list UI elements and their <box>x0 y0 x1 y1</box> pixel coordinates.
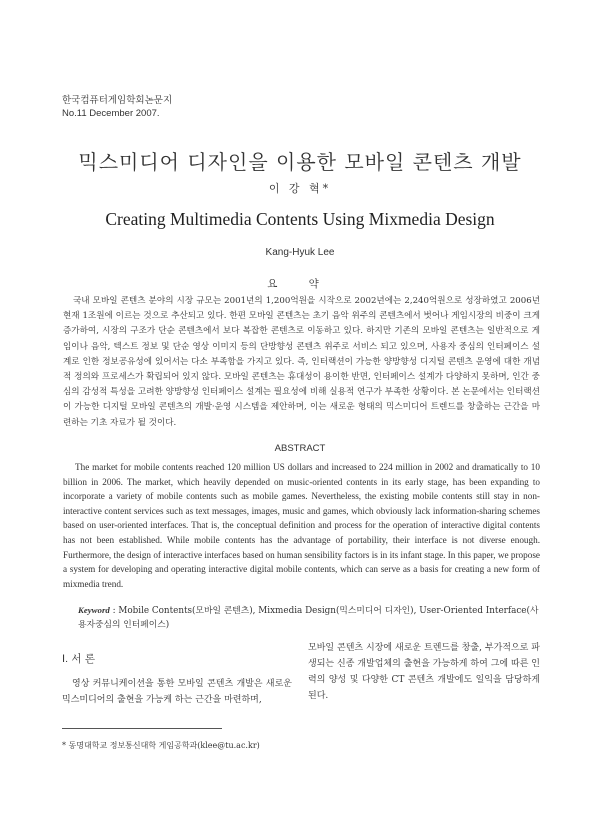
section-heading <box>62 651 95 666</box>
author-korean: 이 강 혁* <box>268 182 332 195</box>
keyword-text: : Mobile Contents(모바일 콘텐츠), Mixmedia Design(믹스미디어 디자인), User-Oriented Interface(사용자중심의 인터페이스) <box>78 606 539 631</box>
footnote: * 동명대학교 정보통신대학 게임공학과(klee@tu.ac.kr) <box>62 741 260 750</box>
journal-issue: No.11 December 2007. <box>62 108 160 119</box>
section-number: Ⅰ. <box>62 653 69 665</box>
title-english: Creating Multimedia Contents Using Mixmedia Design <box>105 209 495 229</box>
body-right-column: 모바일 콘텐츠 시장에 새로운 트렌드를 창출, 부가적으로 파생되는 신종 개발업체의 출현을 가능하게 하여 그에 따른 인력의 양성 및 다양한 CT 콘텐츠 개발에도 일익을 담당하게 된다. <box>308 643 540 701</box>
summary-heading: 요 약 <box>267 278 333 290</box>
footnote-divider <box>62 728 222 729</box>
journal-header <box>62 94 172 120</box>
author-english: Kang-Hyuk Lee <box>265 247 335 258</box>
keyword-block <box>78 603 540 632</box>
keyword-label: Keyword <box>78 605 110 615</box>
body-left-column: 영상 커뮤니케이션을 통한 모바일 콘텐츠 개발은 새로운 믹스미디어의 출현을 가능케 하는 근간을 마련하며, <box>62 679 292 705</box>
section-title: 서 론 <box>71 653 95 665</box>
abstract-heading: ABSTRACT <box>274 443 326 454</box>
summary-korean: 국내 모바일 콘텐츠 분야의 시장 규모는 2001년의 1,200억원을 시작으로 2002년에는 2,240억원으로 성장하였고 2006년 현재 1조원에 이르는 것으로 추산되고 있다. 한편 모바일 콘텐츠는 초기 음악 위주의 콘텐츠에서 벗어나 게임시장의 비중이 크게 증가하여, 시장의 구조가 단순 콘텐츠에서 보다 복잡한 콘텐츠로 이동하고 있다. 하지만 기존의 모바일 콘텐츠는 일반적으로 게임이나 음악, 텍스트 정보 및 단순 영상 이미지 등의 단방향성 콘텐츠 위주로 서비스 되고 있으며, 사용자 중심의 인터페이스 설계로 인한 정보공유성에 있어서는 다소 부족함을 가지고 있다. 즉, 인터랙션이 가능한 양방향성 디지털 콘텐츠 운영에 대한 개념적 정의와 프로세스가 확립되어 있지 않다. 모바일 콘텐츠는 휴대성이 용이한 반면, 인터페이스 설계가 다양하지 못하며, 인간 중심의 감성적 특성을 고려한 양방향성 인터페이스 설계는 필요성에 비해 실용적 연구가 부족한 상황이다. 본 논문에서는 인터랙션이 가능한 디지털 모바일 콘텐츠의 개발·운영 시스템을 제안하며, 이는 새로운 형태의 믹스미디어 트렌드를 창출하는 근간을 마련하는 기초 자료가 될 것이다. <box>63 296 540 428</box>
title-korean: 믹스미디어 디자인을 이용한 모바일 콘텐츠 개발 <box>78 150 522 174</box>
journal-name: 한국컴퓨터게임학회논문지 <box>62 95 173 106</box>
abstract-english: The market for mobile contents reached 120 million US dollars and increased to 224 million in 2002 and dramatically to 10 billion in 2006. The market, which heavily depended on music-oriented contents in its early stage, has been expanding to incorporate a variety of mobile contents such as mobile games. Nevertheless, the existing mobile contents still stay in non-interactive content services such as text messages, images, music and games, which obviously lack information-sharing schemes based on user-oriented interfaces. That is, the conceptual definition and process for the operation of interactive digital contents has not been established. While mobile contents has the advantage of portability, their interface is not diverse enough. Furthermore, the design of interactive interfaces based on human sensibility factors is in its infant stage. In this paper, we propose a system for developing and operating interactive digital mobile contents, which can serve as a basis for creating a new form of mixmedia trend. <box>63 462 540 589</box>
